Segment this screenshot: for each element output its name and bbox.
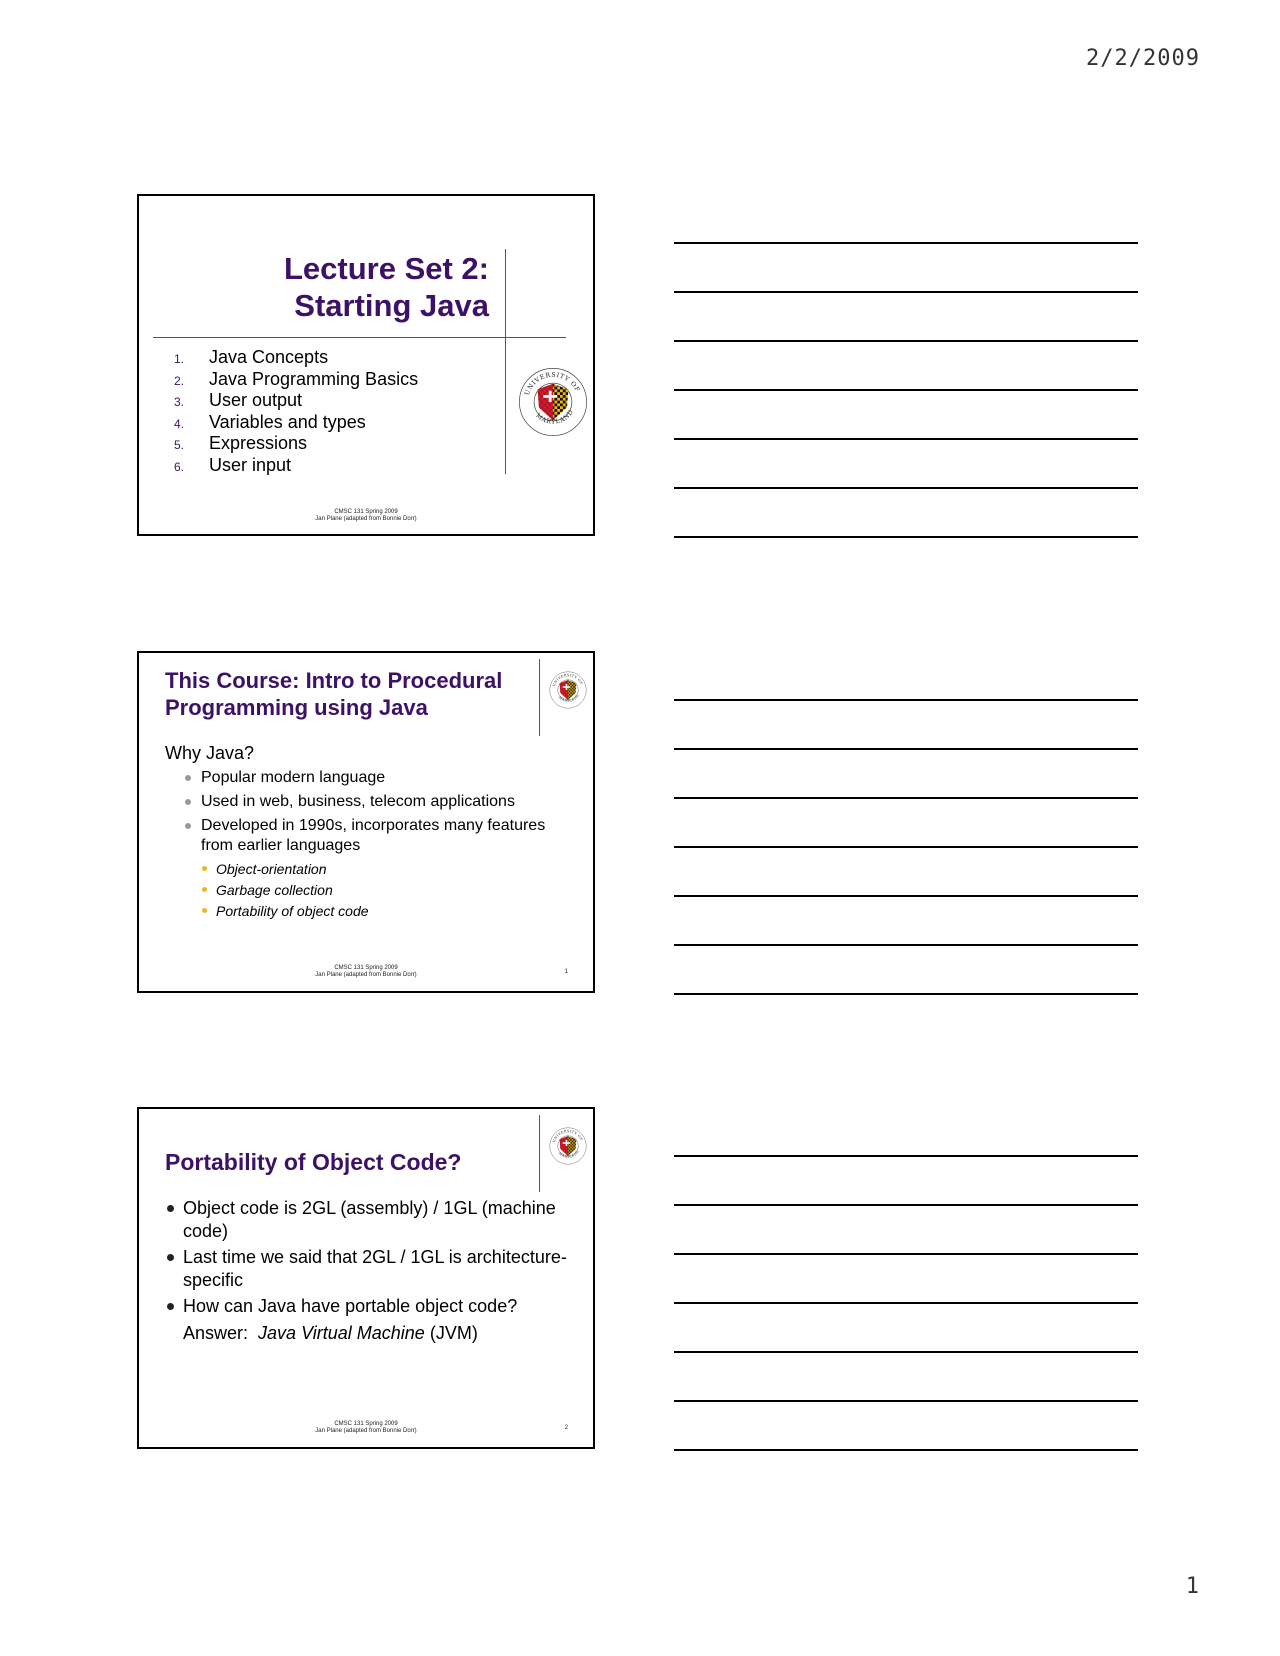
bullet-item: Popular modern language bbox=[201, 768, 571, 788]
list-text: Java Concepts bbox=[209, 347, 329, 367]
footer-author: Jan Plane (adapted from Bonnie Dorr) bbox=[315, 1428, 417, 1434]
university-seal-icon bbox=[549, 1127, 587, 1165]
note-line bbox=[674, 1449, 1138, 1451]
list-number: 6. bbox=[174, 459, 185, 474]
note-line bbox=[674, 1302, 1138, 1304]
footer-author: Jan Plane (adapted from Bonnie Dorr) bbox=[315, 972, 417, 978]
slide-footer bbox=[139, 1421, 593, 1435]
note-line bbox=[674, 389, 1138, 391]
list-item bbox=[174, 412, 418, 434]
list-item bbox=[174, 369, 418, 391]
slide-1 bbox=[137, 194, 595, 536]
footer-course: CMSC 131 Spring 2009 bbox=[334, 965, 398, 971]
list-item bbox=[174, 390, 418, 412]
note-line bbox=[674, 944, 1138, 946]
note-line bbox=[674, 242, 1138, 244]
footer-course: CMSC 131 Spring 2009 bbox=[334, 1421, 398, 1427]
list-number: 3. bbox=[174, 395, 185, 409]
slide-footer bbox=[139, 965, 593, 979]
slide-divider-vertical bbox=[539, 1115, 540, 1192]
list-number: 4. bbox=[174, 416, 185, 431]
answer-suffix: (JVM) bbox=[429, 1323, 478, 1343]
note-line bbox=[674, 846, 1138, 848]
list-item bbox=[174, 455, 418, 477]
slide-divider-vertical bbox=[539, 659, 540, 736]
slide-title-line2: Programming using Java bbox=[165, 695, 428, 720]
header-date: 2/2/2009 bbox=[1086, 46, 1200, 71]
answer-line bbox=[183, 1322, 478, 1345]
slide-title-line1: This Course: Intro to Procedural bbox=[165, 668, 503, 693]
note-line bbox=[674, 993, 1138, 995]
slide-number: 2 bbox=[564, 1425, 568, 1431]
note-line bbox=[674, 895, 1138, 897]
list-item bbox=[174, 433, 418, 455]
footer-author: Jan Plane (adapted from Bonnie Dorr) bbox=[315, 516, 417, 522]
list-text: Variables and types bbox=[209, 411, 366, 432]
slide-subheading: Why Java? bbox=[165, 743, 255, 763]
slide-divider-horizontal bbox=[153, 337, 566, 338]
bullet-item: Used in web, business, telecom applications bbox=[201, 792, 571, 812]
list-text: Java Programming Basics bbox=[209, 368, 419, 389]
slide-title bbox=[284, 250, 489, 324]
list-number: 5. bbox=[174, 438, 185, 452]
slide-title bbox=[165, 667, 502, 721]
note-line bbox=[674, 1351, 1138, 1353]
note-line bbox=[674, 1253, 1138, 1255]
list-text: User output bbox=[209, 390, 303, 410]
note-line bbox=[674, 340, 1138, 342]
bullet-item: How can Java have portable object code? bbox=[183, 1295, 573, 1318]
page-number: 1 bbox=[1185, 1574, 1199, 1599]
list-number: 1. bbox=[174, 352, 185, 366]
answer-term: Java Virtual Machine bbox=[258, 1323, 425, 1343]
slide-title-line1: Lecture Set 2: bbox=[283, 251, 489, 286]
footer-course: CMSC 131 Spring 2009 bbox=[334, 509, 398, 515]
slide-footer bbox=[139, 509, 593, 523]
list-text: Expressions bbox=[209, 433, 308, 453]
slide-number: 1 bbox=[564, 969, 568, 975]
note-line bbox=[674, 1155, 1138, 1157]
slide-2 bbox=[137, 651, 595, 993]
bullet-item: Last time we said that 2GL / 1GL is architecture-specific bbox=[183, 1246, 573, 1292]
answer-label: Answer: bbox=[183, 1323, 249, 1343]
slide-divider-vertical bbox=[505, 249, 506, 474]
sub-bullet-item: Garbage collection bbox=[216, 882, 333, 898]
slide-title: Portability of Object Code? bbox=[165, 1149, 462, 1175]
university-seal-icon bbox=[518, 367, 588, 437]
note-line bbox=[674, 699, 1138, 701]
note-line bbox=[674, 438, 1138, 440]
bullet-item: Developed in 1990s, incorporates many features from earlier languages bbox=[201, 816, 571, 856]
bullet-item: Object code is 2GL (assembly) / 1GL (machine code) bbox=[183, 1197, 573, 1243]
note-line bbox=[674, 487, 1138, 489]
list-text: User input bbox=[209, 454, 292, 475]
note-line bbox=[674, 291, 1138, 293]
note-line bbox=[674, 536, 1138, 538]
note-line bbox=[674, 797, 1138, 799]
list-number: 2. bbox=[174, 373, 185, 388]
list-item bbox=[174, 347, 418, 369]
sub-bullet-item: Object-orientation bbox=[216, 861, 327, 877]
sub-bullet-item: Portability of object code bbox=[216, 903, 369, 919]
slide-title-line2: Starting Java bbox=[294, 288, 489, 323]
topic-list bbox=[174, 347, 418, 476]
slide-3 bbox=[137, 1107, 595, 1449]
note-line bbox=[674, 748, 1138, 750]
note-line bbox=[674, 1400, 1138, 1402]
note-line bbox=[674, 1204, 1138, 1206]
university-seal-icon bbox=[549, 671, 587, 709]
